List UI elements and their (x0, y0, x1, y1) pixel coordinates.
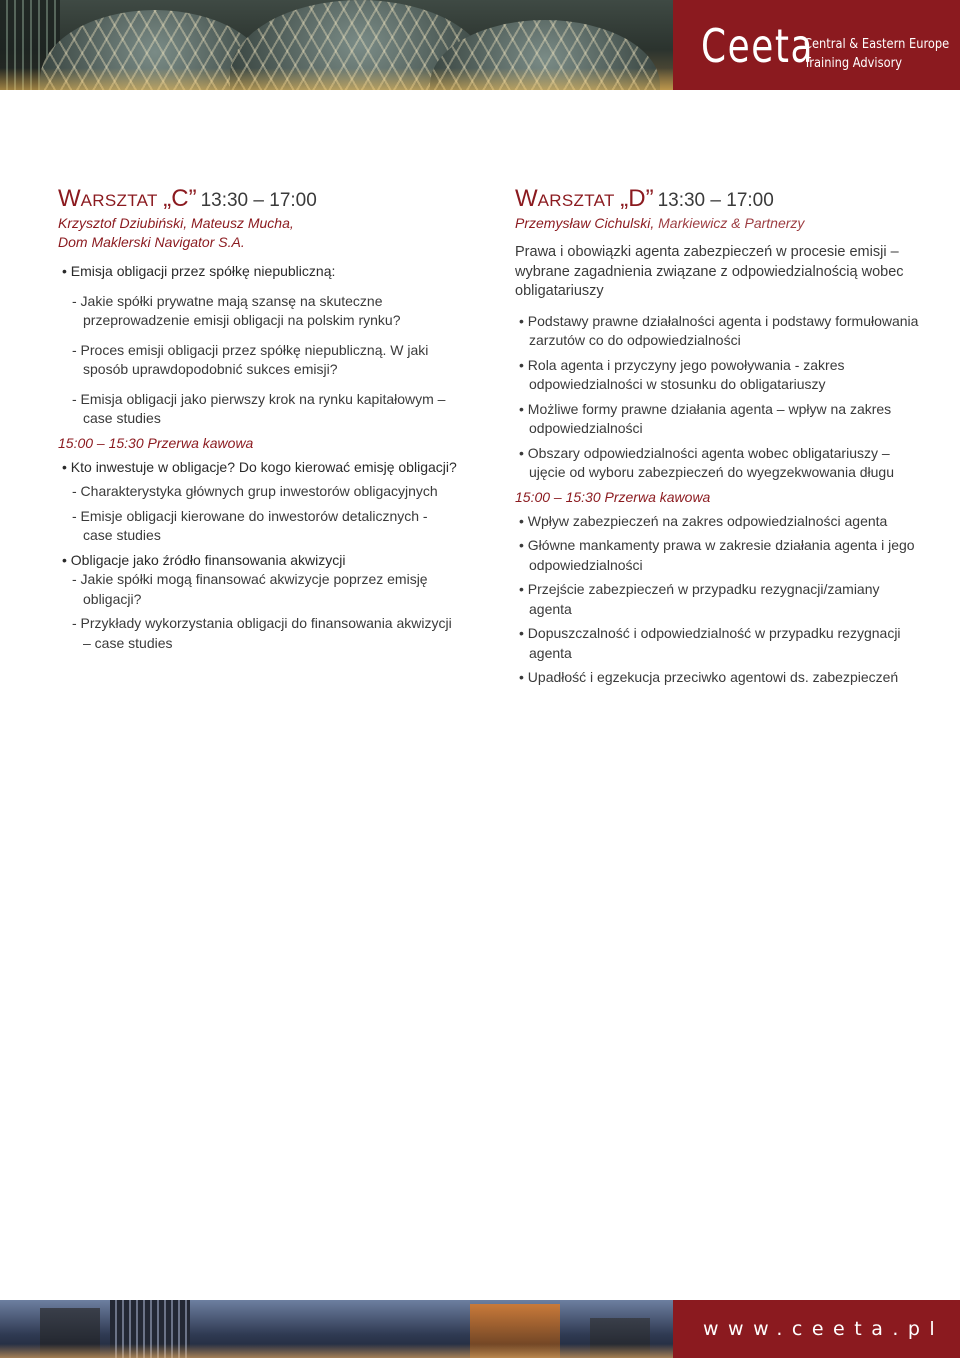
city-lights (0, 1344, 673, 1358)
agenda-subitem: - Jakie spółki prywatne mają szansę na skuteczne przeprowadzenie emisji obligacji na polskim rynku? (72, 292, 401, 328)
tagline-line-1: Central & Eastern Europe (804, 37, 950, 52)
agenda-bullet: • Dopuszczalność i odpowiedzialność w przypadku rezygnacji agenta (519, 625, 901, 661)
workshop-d-title: WARSZTAT „D” 13:30 – 17:00 (515, 185, 774, 212)
brand-panel (673, 0, 960, 90)
workshop-c-title: WARSZTAT „C” 13:30 – 17:00 (58, 185, 317, 212)
agenda-bullet: • Podstawy prawne działalności agenta i podstawy formułowania zarzutów co do odpowiedzialności (519, 312, 919, 348)
agenda-subitem: - Jakie spółki mogą finansować akwizycje poprzez emisję obligacji? (72, 571, 428, 607)
agenda-bullet: • Obligacje jako źródło finansowania akwizycji (62, 551, 346, 568)
coffee-break: 15:00 – 15:30 Przerwa kawowa (58, 434, 254, 451)
agenda-bullet: • Upadłość i egzekucja przeciwko agentowi ds. zabezpieczeń (519, 669, 899, 685)
workshop-d (515, 186, 925, 688)
footer-brand-panel (673, 1300, 960, 1358)
tagline-line-2: Training Advisory (804, 56, 903, 71)
website-link[interactable]: www.ceeta.pl (703, 1318, 945, 1340)
coffee-break: 15:00 – 15:30 Przerwa kawowa (515, 488, 711, 505)
footer-photo (0, 1300, 673, 1358)
agenda-bullet: • Kto inwestuje w obligacje? Do kogo kierować emisję obligacji? (62, 458, 457, 475)
header-photo (0, 0, 673, 90)
agenda-bullet: • Możliwe formy prawne działania agenta – wpływ na zakres odpowiedzialności (519, 400, 892, 436)
city-lights (0, 68, 673, 90)
agenda-subitem: - Charakterystyka głównych grup inwestorów obligacyjnych (72, 483, 438, 499)
agenda-subitem: - Emisje obligacji kierowane do inwestorów detalicznych - case studies (72, 507, 428, 543)
workshop-c-speakers: Krzysztof Dziubiński, Mateusz Mucha, Dom Maklerski Navigator S.A. (58, 215, 294, 250)
ceeta-logo: Ceeta (701, 19, 815, 73)
agenda-subitem: - Przykłady wykorzystania obligacji do finansowania akwizycji – case studies (72, 615, 452, 651)
agenda-bullet: • Wpływ zabezpieczeń na zakres odpowiedzialności agenta (519, 512, 888, 529)
workshop-d-lead: Prawa i obowiązki agenta zabezpieczeń w procesie emisji – wybrane zagadnienia związane z odpowiedzialnością wobec obligatariuszy (515, 244, 904, 299)
workshop-d-speakers: Przemysław Cichulski, Markiewicz & Partnerzy (515, 215, 805, 231)
agenda-subitem: - Emisja obligacji jako pierwszy krok na rynku kapitałowym – case studies (72, 390, 446, 426)
agenda-bullet: • Rola agenta i przyczyny jego powoływania - zakres odpowiedzialności w stosunku do obligatariuszy (519, 356, 845, 392)
agenda-bullet: • Przejście zabezpieczeń w przypadku rezygnacji/zamiany agenta (519, 581, 880, 617)
brand-tagline (804, 35, 949, 73)
agenda-subitem: - Proces emisji obligacji przez spółkę niepubliczną. W jaki sposób uprawdopodobnić sukces emisji? (72, 341, 429, 377)
workshop-c (58, 186, 458, 653)
agenda-bullet: • Główne mankamenty prawa w zakresie działania agenta i jego odpowiedzialności (519, 537, 915, 573)
agenda-bullet: • Emisja obligacji przez spółkę niepubliczną: (62, 263, 336, 279)
agenda-bullet: • Obszary odpowiedzialności agenta wobec obligatariuszy – ujęcie od wyboru zabezpieczeń do wyegzekwowania długu (519, 444, 895, 480)
